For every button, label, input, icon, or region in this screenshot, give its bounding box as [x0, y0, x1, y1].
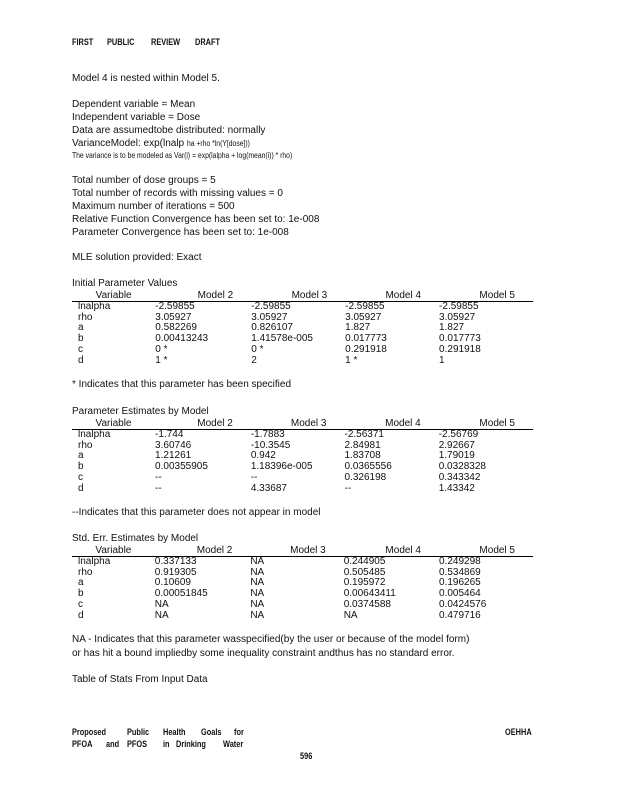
table-cell: 2: [251, 354, 257, 366]
table-cell: 0.0424576: [439, 598, 487, 610]
dose-groups: Total number of dose groups = 5: [72, 175, 216, 186]
table-cell: c: [78, 343, 83, 355]
table-cell: 3.05927: [155, 311, 192, 323]
footer-word: in: [163, 739, 170, 749]
table-cell: d: [78, 609, 84, 621]
table-cell: 0.919305: [154, 566, 197, 578]
table-cell: 0.00643411: [343, 588, 396, 600]
footer-word: Goals: [201, 727, 222, 737]
column-header: Model 5: [439, 290, 533, 302]
variance-note: The variance is to be modeled as Var(i) = exp(lalpha + log(mean(i)) * rho): [72, 151, 293, 160]
page-number: 596: [300, 751, 313, 761]
initial-table-note: * Indicates that this parameter has been specified: [72, 379, 292, 390]
footer-word: PFOA: [72, 739, 93, 749]
table-cell: --: [155, 482, 162, 494]
variance-model-formula: ha +rho *ln(Y[dose])): [186, 139, 250, 148]
table-cell: b: [78, 588, 84, 600]
table-cell: -2.59855: [439, 301, 479, 312]
table-cell: 0.337133: [154, 556, 197, 567]
table-cell: c: [78, 598, 83, 610]
table-row: [72, 600, 533, 611]
header-word-first: FIRST: [72, 37, 94, 47]
table-cell: NA: [250, 556, 265, 567]
column-header: Model 3: [251, 290, 345, 302]
table-cell: 0.00413243: [155, 333, 209, 345]
table-header-row: [72, 418, 533, 430]
footer-word: Proposed: [72, 727, 107, 737]
table-cell: 0.291918: [439, 343, 481, 355]
table-cell: 1.79019: [438, 450, 475, 462]
table-cell: 0.249298: [439, 556, 481, 567]
table-cell: NA: [154, 609, 169, 621]
column-header: Model 3: [250, 545, 343, 557]
table-cell: d: [78, 482, 84, 494]
table-cell: rho: [78, 311, 93, 323]
table-cell: lnalpha: [78, 301, 111, 312]
table-cell: 1: [439, 354, 445, 366]
dependent-variable: Dependent variable = Mean: [72, 99, 196, 110]
table-cell: 0 *: [251, 343, 264, 355]
table-cell: 0.0374588: [343, 598, 391, 610]
column-header: Model 3: [251, 418, 345, 430]
footer-word: Health: [163, 727, 186, 737]
table-cell: 2.92667: [438, 439, 475, 451]
footer-word: Water: [223, 739, 244, 749]
table-cell: 0.017773: [439, 333, 481, 345]
table-cell: 0.244905: [343, 556, 386, 567]
footer-word: PFOS: [127, 739, 148, 749]
table-cell: 1.21261: [155, 450, 192, 462]
table-cell: NA: [250, 566, 265, 578]
table-cell: NA: [250, 598, 265, 610]
table-cell: -10.3545: [250, 439, 291, 451]
table-cell: a: [78, 450, 84, 462]
table-cell: c: [78, 471, 83, 483]
parameter-convergence: Parameter Convergence has been set to: 1e-008: [72, 227, 289, 238]
table-cell: --: [155, 471, 162, 483]
footer-org: OEHHA: [505, 727, 532, 737]
footer-word: Drinking: [176, 739, 206, 749]
table-cell: lnalpha: [78, 556, 111, 567]
estimates-table-title: Parameter Estimates by Model: [72, 406, 209, 417]
table-cell: 1.18396e-005: [250, 461, 313, 473]
table-cell: rho: [78, 439, 93, 451]
variance-model-label: VarianceModel: exp(lnalp: [72, 138, 185, 149]
table-cell: 0.195972: [343, 577, 386, 589]
table-header-row: [72, 290, 533, 302]
table-cell: 2.84981: [344, 439, 381, 451]
table-cell: 0.326198: [344, 471, 387, 483]
table-cell: 1.83708: [344, 450, 381, 462]
table-cell: 0.582269: [155, 322, 197, 334]
table-cell: b: [78, 333, 84, 345]
table-cell: d: [78, 354, 84, 366]
table-cell: 3.05927: [251, 311, 288, 323]
table-cell: NA: [154, 598, 169, 610]
table-row: [72, 484, 533, 495]
column-header: Model 4: [344, 418, 438, 430]
independent-variable: Independent variable = Dose: [72, 112, 201, 123]
nested-statement: Model 4 is nested within Model 5.: [72, 73, 220, 84]
std-err-estimates-table: [72, 545, 533, 621]
table-cell: -2.56371: [344, 429, 384, 440]
table-cell: rho: [78, 566, 93, 578]
estimates-table-note: --Indicates that this parameter does not appear in model: [72, 507, 321, 518]
table-cell: 0.291918: [345, 343, 387, 355]
table-cell: 3.05927: [439, 311, 476, 323]
table-cell: NA: [250, 588, 265, 600]
table-cell: -1.7883: [250, 429, 285, 440]
header-word-public: PUBLIC: [107, 37, 135, 47]
table-cell: 0.534869: [439, 566, 481, 578]
column-header: Model 4: [345, 290, 439, 302]
table-cell: b: [78, 461, 84, 473]
table-header-row: [72, 545, 533, 557]
table-cell: 0.196265: [439, 577, 481, 589]
table-cell: 1.41578e-005: [251, 333, 313, 345]
table-cell: 1 *: [345, 354, 358, 366]
table-cell: 0.00355905: [155, 461, 208, 473]
column-header: Model 2: [155, 418, 251, 430]
table-row: [72, 473, 533, 484]
stderr-table-title: Std. Err. Estimates by Model: [72, 533, 199, 544]
table-cell: 1.827: [345, 322, 371, 334]
table-cell: 0.00051845: [154, 588, 208, 600]
table-cell: 0.505485: [343, 566, 386, 578]
table-cell: -2.56769: [438, 429, 479, 440]
table-cell: lnalpha: [78, 429, 111, 440]
column-header: Model 4: [344, 545, 439, 557]
table-cell: -2.59855: [155, 301, 195, 312]
table-cell: 0.479716: [439, 609, 481, 621]
column-header: Model 5: [439, 545, 533, 557]
variance-model: [72, 138, 261, 150]
table-cell: 0.005464: [439, 588, 481, 600]
column-header: Variable: [72, 290, 155, 302]
footer-word: and: [106, 739, 120, 749]
mle-solution: MLE solution provided: Exact: [72, 252, 202, 263]
table-cell: -2.59855: [251, 301, 291, 312]
table-cell: 1.43342: [438, 482, 475, 494]
column-header: Variable: [72, 545, 155, 557]
footer-word: for: [234, 727, 244, 737]
stats-heading: Table of Stats From Input Data: [72, 674, 208, 685]
table-cell: 0.942: [250, 450, 276, 462]
table-cell: 4.33687: [250, 482, 287, 494]
table-cell: 0.0328328: [438, 461, 486, 473]
table-cell: 3.60746: [155, 439, 192, 451]
table-cell: --: [344, 482, 352, 494]
table-cell: 0.10609: [154, 577, 191, 589]
table-cell: 0.826107: [251, 322, 293, 334]
initial-table-title: Initial Parameter Values: [72, 278, 178, 289]
column-header: Model 2: [155, 545, 251, 557]
table-cell: a: [78, 322, 84, 334]
distribution: Data are assumedtobe distributed: normally: [72, 125, 266, 136]
relative-convergence: Relative Function Convergence has been set to: 1e-008: [72, 214, 320, 225]
initial-parameter-table: [72, 290, 533, 366]
stderr-note-line2: or has hit a bound impliedby some inequality constraint andthus has no standard error.: [72, 648, 455, 659]
table-cell: 0.0365556: [344, 461, 392, 473]
table-cell: NA: [250, 609, 265, 621]
footer-word: Public: [127, 727, 150, 737]
header-word-review: REVIEW: [151, 37, 181, 47]
table-cell: 0.017773: [345, 333, 387, 345]
header-word-draft: DRAFT: [195, 37, 221, 47]
table-row: [72, 345, 533, 356]
max-iterations: Maximum number of iterations = 500: [72, 201, 235, 212]
table-cell: -2.59855: [345, 301, 385, 312]
table-cell: 1 *: [155, 354, 168, 366]
parameter-estimates-table: [72, 418, 533, 494]
table-cell: NA: [250, 577, 265, 589]
table-row: [72, 611, 533, 622]
table-cell: 0.343342: [438, 471, 481, 483]
table-cell: 3.05927: [345, 311, 382, 323]
table-cell: 1.827: [439, 322, 465, 334]
column-header: Variable: [72, 418, 155, 430]
stderr-note-line1: NA - Indicates that this parameter wasspecified(by the user or because of the model form): [72, 634, 470, 645]
table-cell: a: [78, 577, 84, 589]
missing-records: Total number of records with missing values = 0: [72, 188, 283, 199]
table-cell: --: [250, 471, 258, 483]
table-row: [72, 356, 533, 367]
column-header: Model 5: [439, 418, 533, 430]
table-cell: -1.744: [155, 429, 184, 440]
table-cell: NA: [343, 609, 358, 621]
table-cell: 0 *: [155, 343, 168, 355]
column-header: Model 2: [155, 290, 251, 302]
